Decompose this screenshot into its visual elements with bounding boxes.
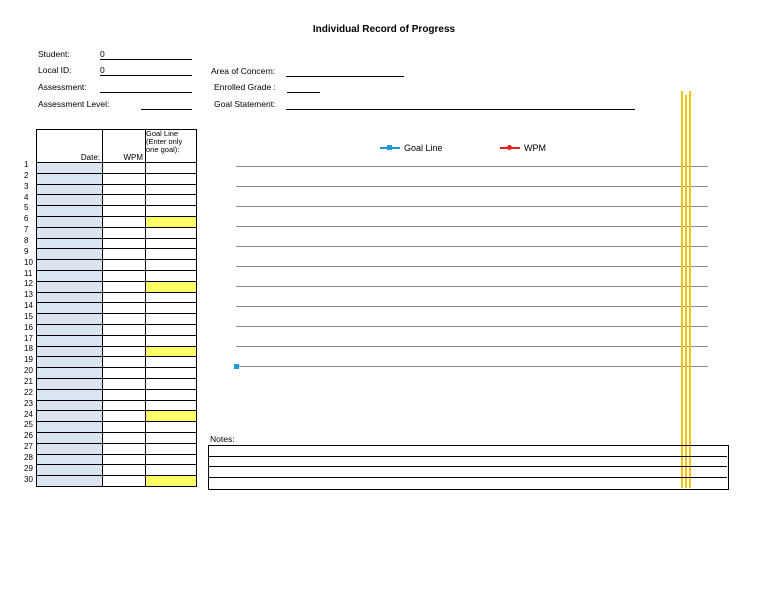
date-cell[interactable] (37, 422, 103, 433)
wpm-cell[interactable] (103, 378, 146, 389)
wpm-cell[interactable] (103, 281, 146, 292)
date-cell[interactable] (37, 346, 103, 357)
table-row (37, 260, 197, 271)
date-cell[interactable] (37, 303, 103, 314)
goal-line-marker-icon (380, 147, 400, 149)
vertical-marker-bar (685, 95, 687, 488)
student-field[interactable]: 0 (100, 49, 192, 60)
wpm-cell[interactable] (103, 465, 146, 476)
goal-cell[interactable] (146, 281, 197, 292)
date-cell[interactable] (37, 443, 103, 454)
enrolled-grade-label: Enrolled Grade : (214, 82, 276, 92)
enrolled-grade-field[interactable] (287, 82, 320, 93)
wpm-cell[interactable] (103, 216, 146, 227)
row-number: 23 (24, 398, 33, 408)
date-cell[interactable] (37, 292, 103, 303)
chart-gridline (236, 346, 708, 347)
date-cell[interactable] (37, 400, 103, 411)
chart-gridline (236, 366, 708, 367)
notes-line (208, 466, 727, 467)
date-cell[interactable] (37, 432, 103, 443)
goal-cell[interactable] (146, 411, 197, 422)
row-number: 18 (24, 344, 33, 354)
table-row (37, 400, 197, 411)
table-row (37, 378, 197, 389)
row-number: 17 (24, 333, 33, 343)
student-label: Student: (38, 49, 70, 59)
goal-cell[interactable] (146, 432, 197, 443)
table-row (37, 476, 197, 487)
table-row (37, 357, 197, 368)
goal-cell[interactable] (146, 314, 197, 325)
row-number: 30 (24, 474, 33, 484)
notes-line (208, 456, 727, 457)
legend-goal-line (380, 143, 443, 153)
date-cell[interactable] (37, 324, 103, 335)
legend-wpm (500, 143, 546, 153)
goal-statement-field[interactable] (286, 99, 635, 110)
date-cell[interactable] (37, 281, 103, 292)
row-number: 10 (24, 257, 33, 267)
table-row (37, 422, 197, 433)
date-cell[interactable] (37, 163, 103, 174)
chart-gridline (236, 326, 708, 327)
chart-gridline (236, 226, 708, 227)
assessment-label: Assessment: (38, 82, 87, 92)
legend-wpm-label: WPM (524, 143, 546, 153)
goal-cell[interactable] (146, 389, 197, 400)
table-row (37, 411, 197, 422)
goal-cell[interactable] (146, 163, 197, 174)
wpm-cell[interactable] (103, 173, 146, 184)
wpm-cell[interactable] (103, 389, 146, 400)
table-row (37, 206, 197, 217)
vertical-marker-bar (681, 91, 683, 488)
goal-cell[interactable] (146, 173, 197, 184)
local-id-field[interactable]: 0 (100, 65, 192, 76)
goal-cell[interactable] (146, 184, 197, 195)
page-title: Individual Record of Progress (312, 24, 456, 35)
goal-cell[interactable] (146, 368, 197, 379)
legend-goal-label: Goal Line (404, 143, 443, 153)
goal-cell[interactable] (146, 454, 197, 465)
date-cell[interactable] (37, 260, 103, 271)
goal-statement-label: Goal Statement: (214, 99, 276, 109)
assessment-level-field[interactable] (141, 99, 192, 110)
row-number: 7 (24, 225, 29, 235)
row-number: 4 (24, 192, 29, 202)
wpm-cell[interactable] (103, 443, 146, 454)
row-number: 9 (24, 246, 29, 256)
row-number: 15 (24, 311, 33, 321)
goal-cell[interactable] (146, 260, 197, 271)
wpm-cell[interactable] (103, 303, 146, 314)
date-cell[interactable] (37, 184, 103, 195)
goal-header-line2: (Enter only (146, 137, 183, 146)
wpm-cell[interactable] (103, 270, 146, 281)
row-number: 25 (24, 420, 33, 430)
wpm-cell[interactable] (103, 335, 146, 346)
wpm-cell[interactable] (103, 357, 146, 368)
goal-cell[interactable] (146, 303, 197, 314)
row-number: 27 (24, 442, 33, 452)
date-cell[interactable] (37, 195, 103, 206)
row-number: 11 (24, 268, 33, 278)
table-row (37, 443, 197, 454)
goal-header-line1: Goal Line (146, 129, 179, 138)
row-number: 28 (24, 452, 33, 462)
row-number: 29 (24, 463, 33, 473)
table-row (37, 249, 197, 260)
wpm-cell[interactable] (103, 400, 146, 411)
local-id-label: Local ID: (38, 65, 72, 75)
goal-cell[interactable] (146, 324, 197, 335)
table-row (37, 292, 197, 303)
date-cell[interactable] (37, 368, 103, 379)
table-row (37, 270, 197, 281)
wpm-cell[interactable] (103, 206, 146, 217)
assessment-level-label: Assessment Level: (38, 99, 110, 109)
row-number: 2 (24, 170, 29, 180)
row-number: 20 (24, 366, 33, 376)
row-number: 24 (24, 409, 33, 419)
notes-area[interactable] (208, 445, 729, 490)
row-number: 6 (24, 214, 29, 224)
date-cell[interactable] (37, 249, 103, 260)
goal-cell[interactable] (146, 238, 197, 249)
wpm-cell[interactable] (103, 411, 146, 422)
chart-gridline (236, 166, 708, 167)
area-of-concern-label: Area of Concern: (211, 66, 276, 76)
notes-line (208, 477, 727, 478)
date-cell[interactable] (37, 335, 103, 346)
goal-cell[interactable] (146, 195, 197, 206)
goal-cell[interactable] (146, 357, 197, 368)
row-number: 21 (24, 377, 33, 386)
row-number: 19 (24, 355, 33, 365)
table-row (37, 163, 197, 174)
goal-cell[interactable] (146, 346, 197, 357)
table-row (37, 432, 197, 443)
wpm-cell[interactable] (103, 324, 146, 335)
table-row (37, 368, 197, 379)
goal-line-point (234, 364, 239, 369)
wpm-cell[interactable] (103, 292, 146, 303)
wpm-cell[interactable] (103, 368, 146, 379)
notes-label: Notes: (210, 434, 235, 444)
vertical-marker-bar (689, 91, 691, 488)
wpm-cell[interactable] (103, 422, 146, 433)
row-number: 14 (24, 301, 33, 311)
chart-gridline (236, 286, 708, 287)
goal-cell[interactable] (146, 422, 197, 433)
table-row (37, 314, 197, 325)
chart-gridline (236, 246, 708, 247)
date-cell[interactable] (37, 411, 103, 422)
row-number: 16 (24, 322, 33, 332)
goal-line-header (146, 130, 197, 163)
chart-gridline (236, 206, 708, 207)
row-number: 26 (24, 431, 33, 441)
goal-cell[interactable] (146, 400, 197, 411)
goal-cell[interactable] (146, 206, 197, 217)
table-row (37, 303, 197, 314)
date-cell[interactable] (37, 227, 103, 238)
wpm-cell[interactable] (103, 184, 146, 195)
chart-gridline (236, 306, 708, 307)
goal-cell[interactable] (146, 465, 197, 476)
date-cell[interactable] (37, 465, 103, 476)
goal-cell[interactable] (146, 270, 197, 281)
wpm-cell[interactable] (103, 163, 146, 174)
table-row (37, 454, 197, 465)
table-header-row (37, 130, 197, 163)
table-row (37, 195, 197, 206)
wpm-cell[interactable] (103, 227, 146, 238)
goal-header-line3: one goal): (146, 145, 180, 154)
date-cell[interactable] (37, 314, 103, 325)
chart-gridline (236, 266, 708, 267)
goal-cell[interactable] (146, 216, 197, 227)
table-row (37, 184, 197, 195)
row-number: 5 (24, 203, 29, 213)
table-row (37, 389, 197, 400)
table-row (37, 346, 197, 357)
wpm-cell[interactable] (103, 238, 146, 249)
table-row (37, 173, 197, 184)
date-header: Date: (37, 130, 103, 163)
progress-table (36, 129, 197, 487)
date-cell[interactable] (37, 476, 103, 487)
wpm-header: WPM (103, 130, 146, 163)
date-cell[interactable] (37, 216, 103, 227)
row-number: 13 (24, 290, 33, 300)
row-number: 3 (24, 181, 29, 191)
row-number: 22 (24, 387, 33, 397)
row-number: 1 (24, 160, 29, 169)
wpm-cell[interactable] (103, 195, 146, 206)
chart-gridline (236, 186, 708, 187)
wpm-marker-icon (500, 147, 520, 149)
wpm-cell[interactable] (103, 249, 146, 260)
table-row (37, 335, 197, 346)
goal-cell[interactable] (146, 378, 197, 389)
wpm-cell[interactable] (103, 432, 146, 443)
goal-cell[interactable] (146, 249, 197, 260)
date-cell[interactable] (37, 238, 103, 249)
table-row (37, 324, 197, 335)
assessment-field[interactable] (100, 82, 192, 93)
table-row (37, 465, 197, 476)
goal-cell[interactable] (146, 476, 197, 487)
date-cell[interactable] (37, 389, 103, 400)
table-row (37, 227, 197, 238)
row-number: 8 (24, 235, 29, 245)
table-row (37, 238, 197, 249)
date-cell[interactable] (37, 270, 103, 281)
wpm-cell[interactable] (103, 346, 146, 357)
wpm-cell[interactable] (103, 314, 146, 325)
date-cell[interactable] (37, 454, 103, 465)
date-cell[interactable] (37, 173, 103, 184)
goal-cell[interactable] (146, 227, 197, 238)
date-cell[interactable] (37, 206, 103, 217)
goal-cell[interactable] (146, 292, 197, 303)
wpm-cell[interactable] (103, 476, 146, 487)
goal-cell[interactable] (146, 443, 197, 454)
table-row (37, 281, 197, 292)
wpm-cell[interactable] (103, 454, 146, 465)
wpm-cell[interactable] (103, 260, 146, 271)
row-number: 12 (24, 279, 33, 289)
date-cell[interactable] (37, 378, 103, 389)
area-of-concern-field[interactable] (286, 66, 404, 77)
goal-cell[interactable] (146, 335, 197, 346)
date-cell[interactable] (37, 357, 103, 368)
table-row (37, 216, 197, 227)
